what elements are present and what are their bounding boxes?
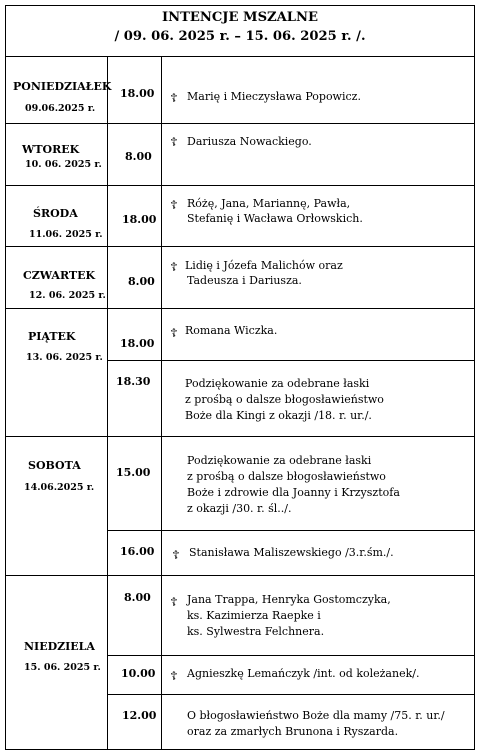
- column-divider-time: [161, 57, 162, 749]
- mass-time: 18.00: [120, 87, 155, 100]
- day-name: CZWARTEK: [23, 269, 96, 282]
- intention-text: Jana Trappa, Henryka Gostomczyka,: [187, 593, 391, 606]
- cross-icon: ☦: [170, 198, 178, 212]
- page-title: INTENCJE MSZALNE: [162, 10, 318, 25]
- row-divider: [107, 655, 475, 656]
- intention-line: Podziękowanie za odebrane łaski: [185, 377, 370, 390]
- row-divider: [5, 246, 475, 247]
- intention-line: Marię i Mieczysława Popowicz.: [187, 90, 361, 103]
- mass-time: 18.30: [116, 375, 151, 388]
- intention-line: Różę, Jana, Mariannę, Pawła,: [187, 197, 351, 210]
- intention-line: Dariusza Nowackiego.: [187, 135, 312, 148]
- cross-icon: ☦: [172, 548, 180, 562]
- mass-time: 18.00: [120, 337, 155, 350]
- mass-time: 12.00: [122, 709, 157, 722]
- mass-time: 10.00: [121, 667, 156, 680]
- cross-icon: ☦: [170, 669, 178, 683]
- border-bottom: [5, 749, 475, 750]
- row-divider: [5, 185, 475, 186]
- day-name: ŚRODA: [33, 207, 78, 220]
- intention-line: Tadeusza i Dariusza.: [187, 274, 302, 287]
- day-date: 15. 06. 2025 r.: [24, 662, 101, 673]
- header-divider: [5, 56, 475, 57]
- mass-time: 8.00: [124, 591, 151, 604]
- intention-line: ks. Sylwestra Felchnera.: [187, 625, 325, 638]
- border-top: [5, 5, 475, 6]
- day-name: SOBOTA: [28, 459, 81, 472]
- intention-line: [187, 592, 391, 608]
- mass-time: 15.00: [116, 466, 151, 479]
- page-subtitle: / 09. 06. 2025 r. – 15. 06. 2025 r. /.: [114, 29, 366, 44]
- cross-icon: ☦: [170, 326, 178, 340]
- row-divider: [5, 575, 475, 576]
- day-name: WTOREK: [22, 143, 80, 156]
- column-divider-day: [107, 57, 108, 749]
- day-date: 13. 06. 2025 r.: [26, 352, 103, 363]
- intention-line: z okazji /30. r. śl../.: [187, 502, 292, 515]
- cross-icon: ☦: [170, 595, 178, 609]
- intention-line: O błogosławieństwo Boże dla mamy /75. r. ur./: [187, 709, 445, 722]
- day-name: NIEDZIELA: [24, 640, 95, 653]
- border-right: [474, 5, 475, 750]
- mass-time: 8.00: [128, 275, 155, 288]
- mass-time: 18.00: [122, 213, 157, 226]
- intention-line: Stefanię i Wacława Orłowskich.: [187, 212, 363, 225]
- intention-line: oraz za zmarłych Brunona i Ryszarda.: [187, 725, 399, 738]
- day-date: 12. 06. 2025 r.: [29, 290, 106, 301]
- day-date: 09.06.2025 r.: [25, 103, 96, 114]
- mass-time: 16.00: [120, 545, 155, 558]
- day-name: PIĄTEK: [28, 330, 76, 343]
- intention-line: z prośbą o dalsze błogosławieństwo: [187, 470, 386, 483]
- row-divider: [107, 694, 475, 695]
- intention-line: Boże dla Kingi z okazji /18. r. ur./.: [185, 409, 372, 422]
- intention-line: ks. Kazimierza Raepke i: [187, 609, 321, 622]
- border-left: [5, 5, 6, 750]
- mass-time: 8.00: [125, 150, 152, 163]
- intention-line: Lidię i Józefa Malichów oraz: [185, 259, 343, 272]
- intention-line: Boże i zdrowie dla Joanny i Krzysztofa: [187, 486, 400, 499]
- row-divider: [107, 530, 475, 531]
- intention-text: Romana Wiczka.: [185, 324, 278, 337]
- intention-line: Podziękowanie za odebrane łaski: [187, 454, 372, 467]
- intention-line: Stanisława Maliszewskiego /3.r.śm./.: [189, 546, 394, 559]
- intention-line: [185, 323, 277, 339]
- day-date: 14.06.2025 r.: [24, 482, 95, 493]
- cross-icon: ☦: [170, 135, 178, 149]
- intention-line: Agnieszkę Lemańczyk /int. od koleżanek/.: [187, 667, 420, 680]
- day-date: 10. 06. 2025 r.: [25, 159, 102, 170]
- cross-icon: ☦: [170, 260, 178, 274]
- row-divider: [5, 308, 475, 309]
- day-name: PONIEDZIAŁEK: [13, 80, 112, 93]
- cross-icon: ☦: [170, 91, 178, 105]
- row-divider: [107, 360, 475, 361]
- row-divider: [5, 436, 475, 437]
- day-date: 11.06. 2025 r.: [29, 229, 103, 240]
- intention-line: z prośbą o dalsze błogosławieństwo: [185, 393, 384, 406]
- row-divider: [5, 123, 475, 124]
